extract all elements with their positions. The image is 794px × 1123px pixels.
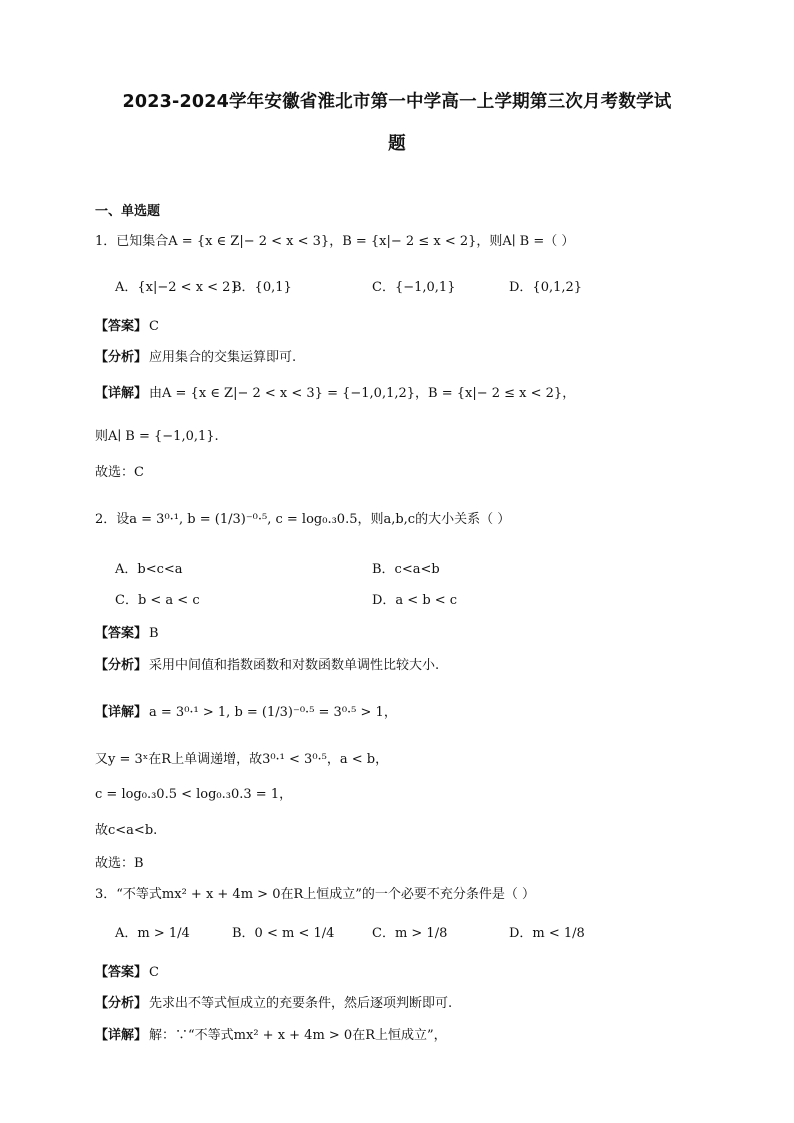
detail-label: 【详解】 <box>95 386 148 401</box>
q3-option-b: B．0 < m < 1/4 <box>232 926 335 941</box>
q1-stem: 1．已知集合A = {x ∈ Z|− 2 < x < 3}，B = {x|− 2 ≤ x < 2}，则A∣ B =（ ） <box>95 234 575 249</box>
q2-option-c: C．b < a < c <box>115 593 200 608</box>
q1-option-d: D．{0,1,2} <box>509 280 583 295</box>
answer-label: 【答案】 <box>95 626 148 641</box>
q2-conclusion: 故选：B <box>95 856 144 871</box>
q3-analysis: 先求出不等式恒成立的充要条件，然后逐项判断即可. <box>149 996 453 1011</box>
q3-answer: C <box>149 965 159 980</box>
q2-option-d: D．a < b < c <box>372 593 458 608</box>
analysis-label: 【分析】 <box>95 658 148 673</box>
q2-option-a: A．b<c<a <box>115 562 183 577</box>
detail-label: 【详解】 <box>95 705 148 720</box>
analysis-label: 【分析】 <box>95 350 148 365</box>
q2-analysis-row <box>95 656 439 676</box>
q2-answer-row <box>95 624 159 644</box>
q1-option-b: B．{0,1} <box>232 280 292 295</box>
q3-option-a: A．m > 1/4 <box>115 926 190 941</box>
q1-answer-row <box>95 317 159 337</box>
q1-answer: C <box>149 319 159 334</box>
q1-detail-line2: 则A∣ B = {−1,0,1}. <box>95 429 219 444</box>
q1-detail-row <box>95 384 575 404</box>
q2-stem: 2．设a = 3⁰·¹, b = (1/3)⁻⁰·⁵, c = log₀.₃0.5，则a,b,c的大小关系（ ） <box>95 512 511 527</box>
q2-analysis: 采用中间值和指数函数和对数函数单调性比较大小. <box>149 658 440 673</box>
detail-label: 【详解】 <box>95 1028 148 1043</box>
q3-analysis-row <box>95 994 452 1014</box>
q1-detail-line1: 由A = {x ∈ Z|− 2 < x < 3} = {−1,0,1,2}，B = {x|− 2 ≤ x < 2}， <box>149 386 576 401</box>
q2-option-b: B．c<a<b <box>372 562 440 577</box>
q1-conclusion: 故选：C <box>95 465 144 480</box>
q3-option-c: C．m > 1/8 <box>372 926 448 941</box>
q1-analysis: 应用集合的交集运算即可. <box>149 350 297 365</box>
answer-label: 【答案】 <box>95 319 148 334</box>
q2-detail-line1: a = 3⁰·¹ > 1, b = (1/3)⁻⁰·⁵ = 3⁰·⁵ > 1， <box>149 705 397 720</box>
document-title-line2: 题 <box>388 134 406 154</box>
q2-answer: B <box>149 626 159 641</box>
q3-answer-row <box>95 963 159 983</box>
section-heading: 一、单选题 <box>95 204 161 219</box>
q1-analysis-row <box>95 348 296 368</box>
answer-label: 【答案】 <box>95 965 148 980</box>
q1-option-c: C．{−1,0,1} <box>372 280 456 295</box>
q2-detail-line4: 故c<a<b. <box>95 823 158 838</box>
q3-option-d: D．m < 1/8 <box>509 926 585 941</box>
q2-detail-row <box>95 703 397 723</box>
q3-detail-row <box>95 1026 447 1046</box>
analysis-label: 【分析】 <box>95 996 148 1011</box>
q1-option-a: A．{x|−2 < x < 2} <box>115 280 239 295</box>
q3-detail-line1: 解：∵“不等式mx² + x + 4m > 0在R上恒成立”， <box>149 1028 447 1043</box>
q2-detail-line3: c = log₀.₃0.5 < log₀.₃0.3 = 1， <box>95 787 293 802</box>
q2-detail-line2: 又y = 3ˣ在R上单调递增，故3⁰·¹ < 3⁰·⁵，a < b， <box>95 752 389 767</box>
q3-stem: 3．“不等式mx² + x + 4m > 0在R上恒成立”的一个必要不充分条件是（ ） <box>95 887 536 902</box>
document-title-line1: 2023-2024学年安徽省淮北市第一中学高一上学期第三次月考数学试 <box>122 92 672 112</box>
